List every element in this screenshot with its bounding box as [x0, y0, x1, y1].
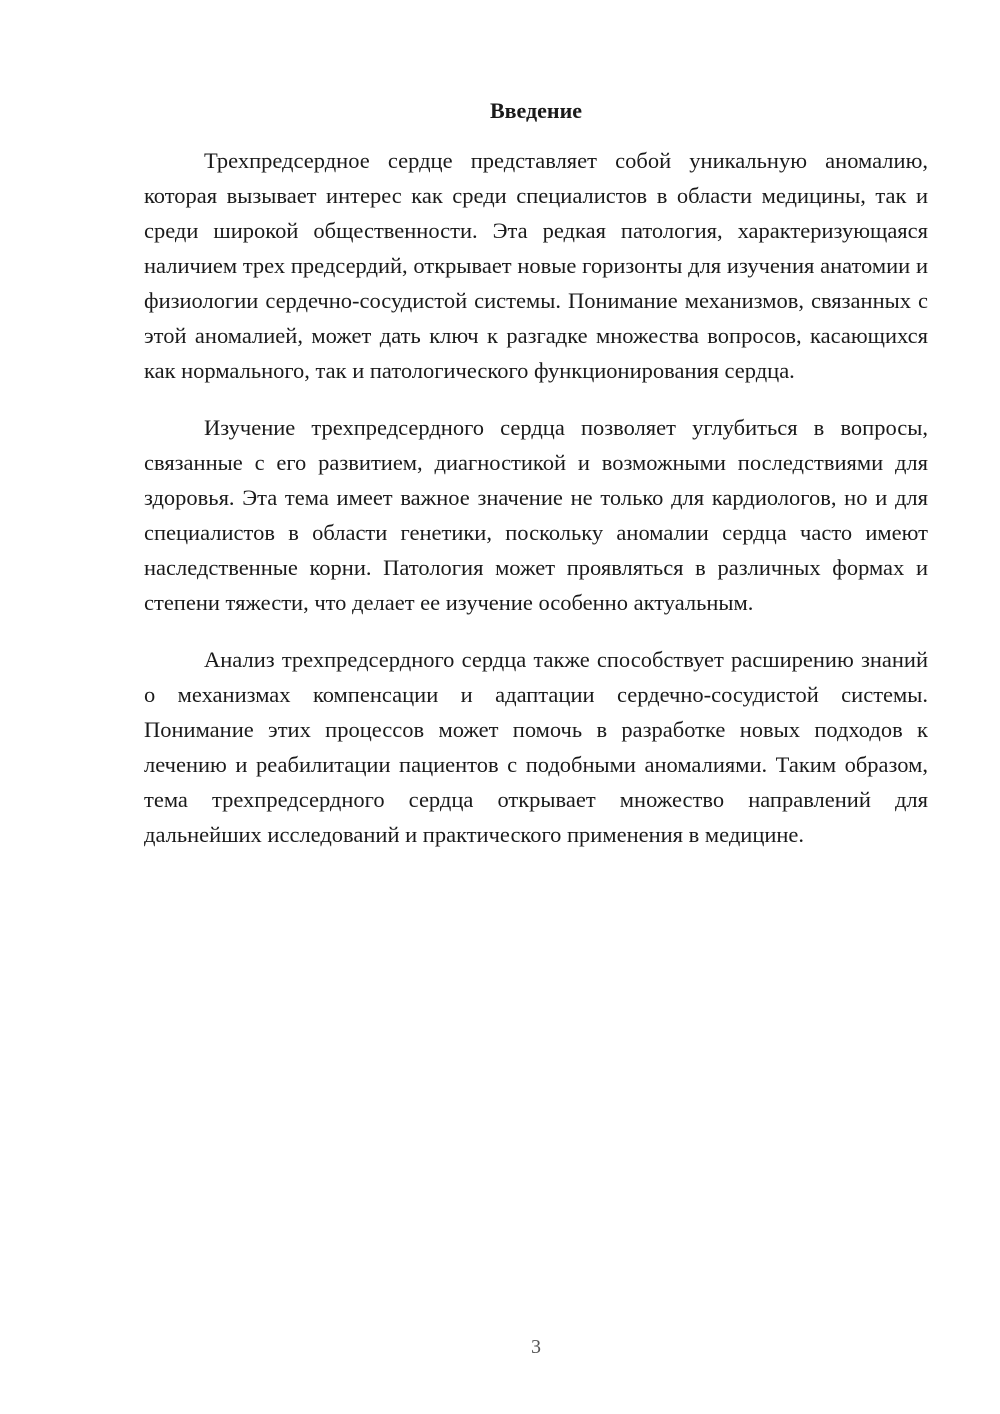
section-heading: Введение — [489, 98, 583, 123]
paragraph-3: Анализ трехпредсердного сердца также способствует расширению знаний о механизмах компенсации и адаптации сердечно-сосудистой системы. Понимание этих процессов может помочь в разработке новых подходов к лечению и реабилитации пациентов с подобными аномалиями. Таким образом, тема трехпредсердного сердца открывает множество направлений для дальнейших исследований и практического применения в медицине. — [144, 647, 928, 847]
body-text — [144, 143, 928, 874]
paragraph-1: Трехпредсердное сердце представляет собой уникальную аномалию, которая вызывает интерес как среди специалистов в области медицины, так и среди широкой общественности. Эта редкая патология, характеризующаяся наличием трех предсердий, открывает новые горизонты для изучения анатомии и физиологии сердечно-сосудистой системы. Понимание механизмов, связанных с этой аномалией, может дать ключ к разгадке множества вопросов, касающихся как нормального, так и патологического функционирования сердца. — [144, 148, 928, 383]
page-number: 3 — [531, 1336, 541, 1358]
paragraph-2: Изучение трехпредсердного сердца позволяет углубиться в вопросы, связанные с его развитием, диагностикой и возможными последствиями для здоровья. Эта тема имеет важное значение не только для кардиологов, но и для специалистов в области генетики, поскольку аномалии сердца часто имеют наследственные корни. Патология может проявляться в различных формах и степени тяжести, что делает ее изучение особенно актуальным. — [144, 415, 928, 615]
